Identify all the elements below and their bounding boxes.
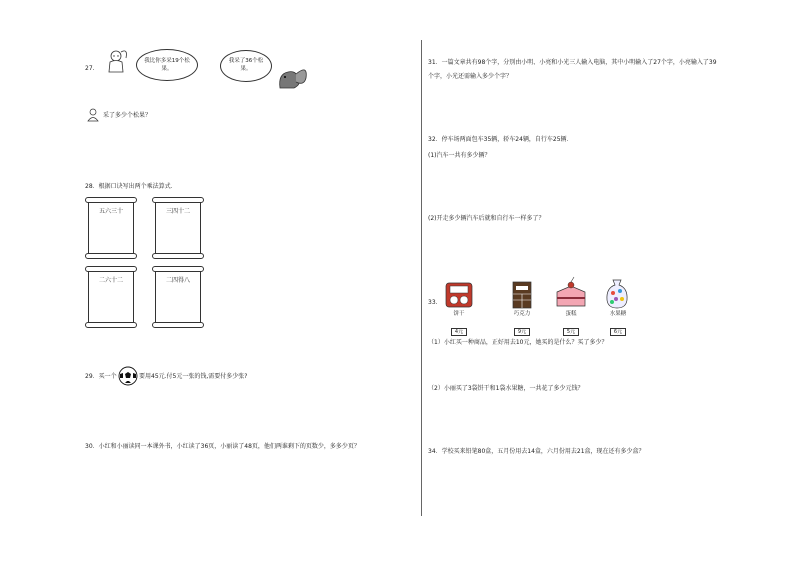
child-with-squirrel-icon — [104, 48, 130, 74]
squirrel-icon — [276, 64, 310, 92]
biscuit-icon — [444, 280, 474, 310]
q29-suffix: 要用45元.付5元一张的钱,需要付多少张? — [139, 373, 248, 380]
q27-number: 27. — [85, 65, 95, 72]
q33-sub2: （2）小丽买了3袋饼干和1袋水果糖，一共花了多少元钱？ — [428, 385, 584, 392]
speech-bubble-2-text: 我采了36个松果。 — [228, 58, 264, 72]
formula-scroll-1 — [88, 199, 134, 257]
item-price: 9元 — [514, 328, 530, 336]
q33-sub1: （1）小红买一种商品，正好用去10元，她买的是什么？买了多少？ — [428, 339, 608, 346]
q28-title: 28．根据口诀写出两个乘法算式． — [85, 183, 177, 190]
formula-scroll-4 — [155, 268, 201, 326]
shop-item-chocolate — [507, 311, 537, 337]
chocolate-icon — [509, 280, 535, 310]
q31-line1: 31．一篇文章共有98个字，分别由小明、小亮和小光三人输入电脑，其中小明输入了27个字，小亮输入了39 — [428, 59, 717, 66]
speech-bubble-1-text: 我比你多采19个松果。 — [144, 58, 190, 72]
q29-prefix: 29．买一个 — [85, 373, 117, 380]
scroll-4-text: 二四得八 — [165, 277, 190, 284]
q31-line2: 个字，小光还需输入多少个字？ — [428, 73, 513, 80]
item-price: 4元 — [451, 328, 467, 336]
speech-bubble-2 — [220, 50, 272, 82]
q32-line1: 32．停车场两面包车35辆，轿车24辆，自行车25辆． — [428, 136, 573, 143]
q30-text: 30．小红和小丽读同一本课外书，小红读了36页，小丽读了48页，他们两谁剩下的页数少，多多少页？ — [85, 443, 360, 450]
fruit-candy-bag-icon — [604, 278, 630, 310]
shop-item-biscuit — [444, 311, 474, 337]
scroll-3-text: 二六十二 — [98, 277, 123, 284]
item-name: 水果糖 — [609, 311, 627, 317]
scroll-2-text: 三四十二 — [165, 208, 190, 215]
item-name: 饼干 — [453, 311, 465, 317]
q32-sub1: (1)汽车一共有多少辆？ — [428, 152, 491, 159]
q34-text: 34．学校买来铅笔80盒，五月份用去14盒，六月份用去21盒，现在还有多少盒？ — [428, 448, 645, 455]
q32-sub2: (2)开走多少辆汽车后就和自行车一样多了？ — [428, 215, 545, 222]
formula-scroll-2 — [155, 199, 201, 257]
football-icon — [118, 366, 138, 386]
item-name: 蛋糕 — [565, 311, 577, 317]
cake-icon — [555, 276, 587, 310]
item-name: 巧克力 — [513, 311, 531, 317]
column-divider — [421, 40, 422, 516]
item-price: 6元 — [610, 328, 626, 336]
scroll-1-text: 五六三十 — [98, 208, 123, 215]
q33-number: 33. — [428, 299, 438, 306]
formula-scroll-3 — [88, 268, 134, 326]
shop-item-cake — [556, 311, 586, 337]
q27-question: 采了多少个松果？ — [103, 112, 152, 119]
small-child-icon — [86, 108, 100, 122]
speech-bubble-1 — [136, 49, 198, 81]
item-price: 5元 — [563, 328, 579, 336]
shop-item-fruit-candy — [603, 311, 633, 337]
